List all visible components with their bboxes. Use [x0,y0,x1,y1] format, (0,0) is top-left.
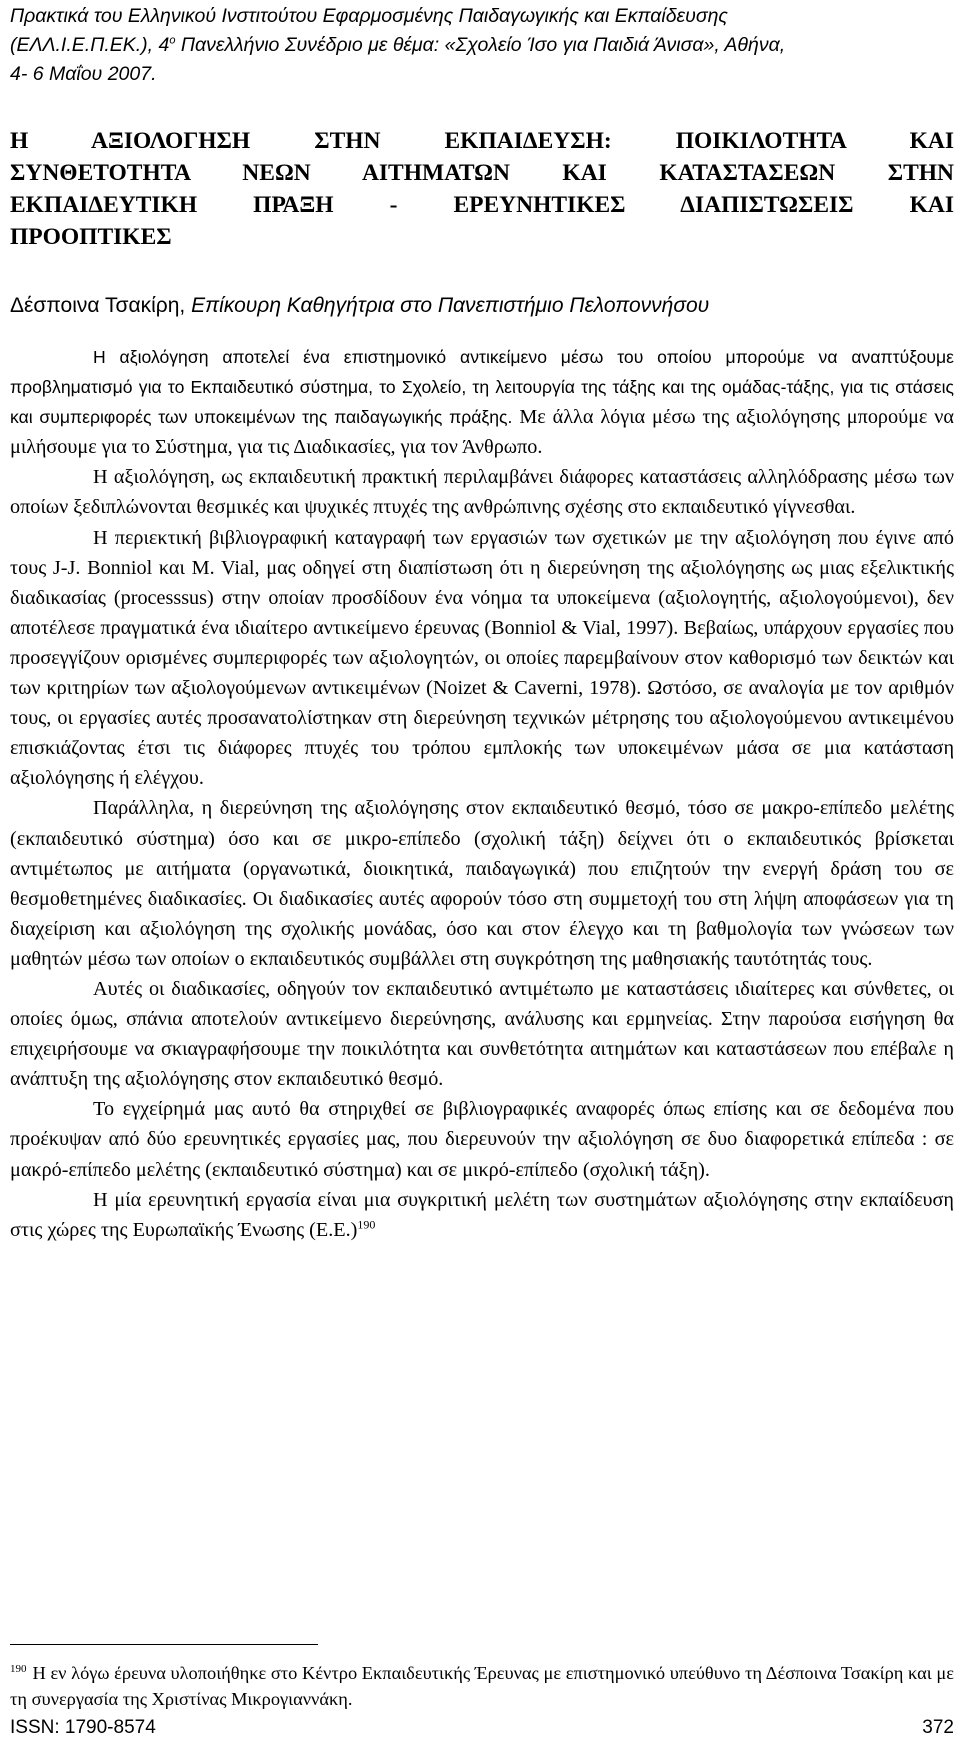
title-line-4: ΠΡΟΟΠΤΙΚΕΣ [10,224,172,250]
footnote [10,1660,954,1712]
page-number: 372 [922,1717,954,1738]
proceedings-header [10,2,954,89]
footnote-text: Η εν λόγω έρευνα υλοποιήθηκε στο Κέντρο Εκπαιδευτικής Έρευνας με επιστημονικό υπεύθυνο τη Δέσποινα Τσακίρη και με τη συνεργασία της Χριστίνας Μικρογιαννάκη. [10,1663,954,1709]
author-affiliation: Επίκουρη Καθηγήτρια στο Πανεπιστήμιο Πελοποννήσου [191,294,710,317]
header-line-2: (ΕΛΛ.Ι.Ε.Π.ΕΚ.), $4^o$ Πανελλήνιο Συνέδριο με θέμα: «Σχολείο Ίσο για Παιδιά Άνισα», Αθήνα, [10,34,786,56]
footnote-divider [10,1644,318,1645]
footnote-reference: 190 [357,1216,376,1231]
paragraph-3: Η περιεκτική βιβλιογραφική καταγραφή των εργασιών των σχετικών με την αξιολόγηση που έγινε από τους J-J. Bonniol και M. Vial, μας οδηγεί στη διαπίστωση ότι η διερεύνηση της αξιολόγησης ως μιας εξελικτικής διαδικασίας (processsus) στην οποίαν προσδίδουν ένα νόημα τα υποκείμενα (αξιολογητής, αξιολογούμενοι), δεν αποτέλεσε πραγματικά ένα ιδιαίτερο αντικείμενο έρευνας (Bonniol & Vial, 1997). Βεβαίως, υπάρχουν εργασίες που προσεγγίζουν ορισμένες συμπεριφορές των αξιολογητών, οι οποίες παρεμβαίνουν στον καθορισμό των δεικτών και των κριτηρίων των αξιολογούμενων αντικειμένων (Noizet & Caverni, 1978). Ωστόσο, σε αναλογία με τον αριθμόν τους, οι εργασίες αυτές προσανατολίστηκαν στη διερεύνηση τεχνικών μέτρησης του αξιολογούμενου αντικειμένου επισκιάζοντας έτσι τις διάφορες πτυχές του τρόπου εμπλοκής των υποκειμένων μάσα σε μια κατάσταση αξιολόγησης ή ελέγχου. [10,526,954,790]
header-line-3: 4- 6 Μαΐου 2007. [10,63,157,85]
paragraph-6: Το εγχείρημά μας αυτό θα στηριχθεί σε βιβλιογραφικές αναφορές όπως επίσης και σε δεδομένα που προέκυψαν από δύο ερευνητικές εργασίες μας, που διερευνούν την αξιολόγηση σε δυο διαφορετικά επίπεδα : σε μακρό-επίπεδο μελέτης (εκπαιδευτικό σύστημα) και σε μικρό-επίπεδο (σχολική τάξη). [10,1098,954,1181]
paper-body [10,342,954,1245]
paragraph-1: Η αξιολόγηση αποτελεί ένα επιστημονικό αντικείμενο μέσω του οποίου μπορούμε να αναπτύξουμε προβληματισμό για το Εκπαιδευτικό σύστημα, το Σχολείο, τη λειτουργία της τάξης και της ομάδας-τάξης, για τις στάσεις και συμπεριφορές των υποκειμένων της παιδαγωγικής πράξης. Με άλλα λόγια μέσω της αξιολόγησης μπορούμε να μιλήσουμε για το Σύστημα, για τις Διαδικασίες, για τον Άνθρωπο. [10,347,954,459]
title-line-2: ΣΥΝΘΕΤΟΤΗΤΑ ΝΕΩΝ ΑΙΤΗΜΑΤΩΝ ΚΑΙ ΚΑΤΑΣΤΑΣΕΩΝ ΣΤΗΝ [10,160,954,186]
issn: ISSN: 1790-8574 [10,1717,156,1738]
paper-title [10,125,954,253]
author-name: Δέσποινα Τσακίρη, [10,294,192,317]
author-line [10,291,954,321]
paragraph-2: Η αξιολόγηση, ως εκπαιδευτική πρακτική περιλαμβάνει διάφορες καταστάσεις αλληλόδρασης μέσω των οποίων ξεδιπλώνονται θεσμικές και ψυχικές πτυχές της ανθρώπινης σχέσης στο εκπαιδευτικό γίγνεσθαι. [10,466,954,519]
paragraph-4: Παράλληλα, η διερεύνηση της αξιολόγησης στον εκπαιδευτικό θεσμό, τόσο σε μακρο-επίπεδο μελέτης (εκπαιδευτικό σύστημα) όσο και σε μικρο-επίπεδο (σχολική τάξη) δείχνει ότι ο εκπαιδευτικός βρίσκεται αντιμέτωπος με αιτήματα (οργανωτικά, διοικητικά, παιδαγωγικά) που επιζητούν την ενεργή δράση του σε θεσμοθετημένες διαδικασίες. Οι διαδικασίες αυτές αφορούν τόσο στη συμμετοχή του στη λήψη αποφάσεων για τη διαχείριση και αξιολόγηση της σχολικής μονάδας, όσο και στον έλεγχο και τη βαθμολογία των γνώσεων των μαθητών μέσω των οποίων ο εκπαιδευτικός συμβάλλει στη συγκρότηση της μαθησιακής ταυτότητάς τους. [10,797,954,970]
footnote-mark: 190 [10,1662,27,1675]
title-line-1: Η ΑΞΙΟΛΟΓΗΣΗ ΣΤΗΝ ΕΚΠΑΙΔΕΥΣΗ: ΠΟΙΚΙΛΟΤΗΤΑ ΚΑΙ [10,128,954,154]
paragraph-5: Αυτές οι διαδικασίες, οδηγούν τον εκπαιδευτικό αντιμέτωπο με καταστάσεις ιδιαίτερες και σύνθετες, οι οποίες όμως, σπάνια αποτελούν αντικείμενο διερεύνησης, ανάλυσης και ερμηνείας. Στην παρούσα εισήγηση θα επιχειρήσουμε να σκιαγραφήσουμε την ποικιλότητα και συνθετότητα αιτημάτων και καταστάσεων που επέβαλε η ανάπτυξη της αξιολόγησης στον εκπαιδευτικό θεσμό. [10,977,954,1091]
header-line-1: Πρακτικά του Ελληνικού Ινστιτούτου Εφαρμοσμένης Παιδαγωγικής και Εκπαίδευσης [10,5,728,27]
paragraph-7: Η μία ερευνητική εργασία είναι μια συγκριτική μελέτη των συστημάτων αξιολόγησης στην εκπαίδευση στις χώρες της Ευρωπαϊκής Ένωσης $(E.E.)^{190}$ [10,1188,954,1241]
title-line-3: ΕΚΠΑΙΔΕΥΤΙΚΗ ΠΡΑΞΗ - ΕΡΕΥΝΗΤΙΚΕΣ ΔΙΑΠΙΣΤΩΣΕΙΣ ΚΑΙ [10,192,954,218]
document-page [10,0,954,1245]
